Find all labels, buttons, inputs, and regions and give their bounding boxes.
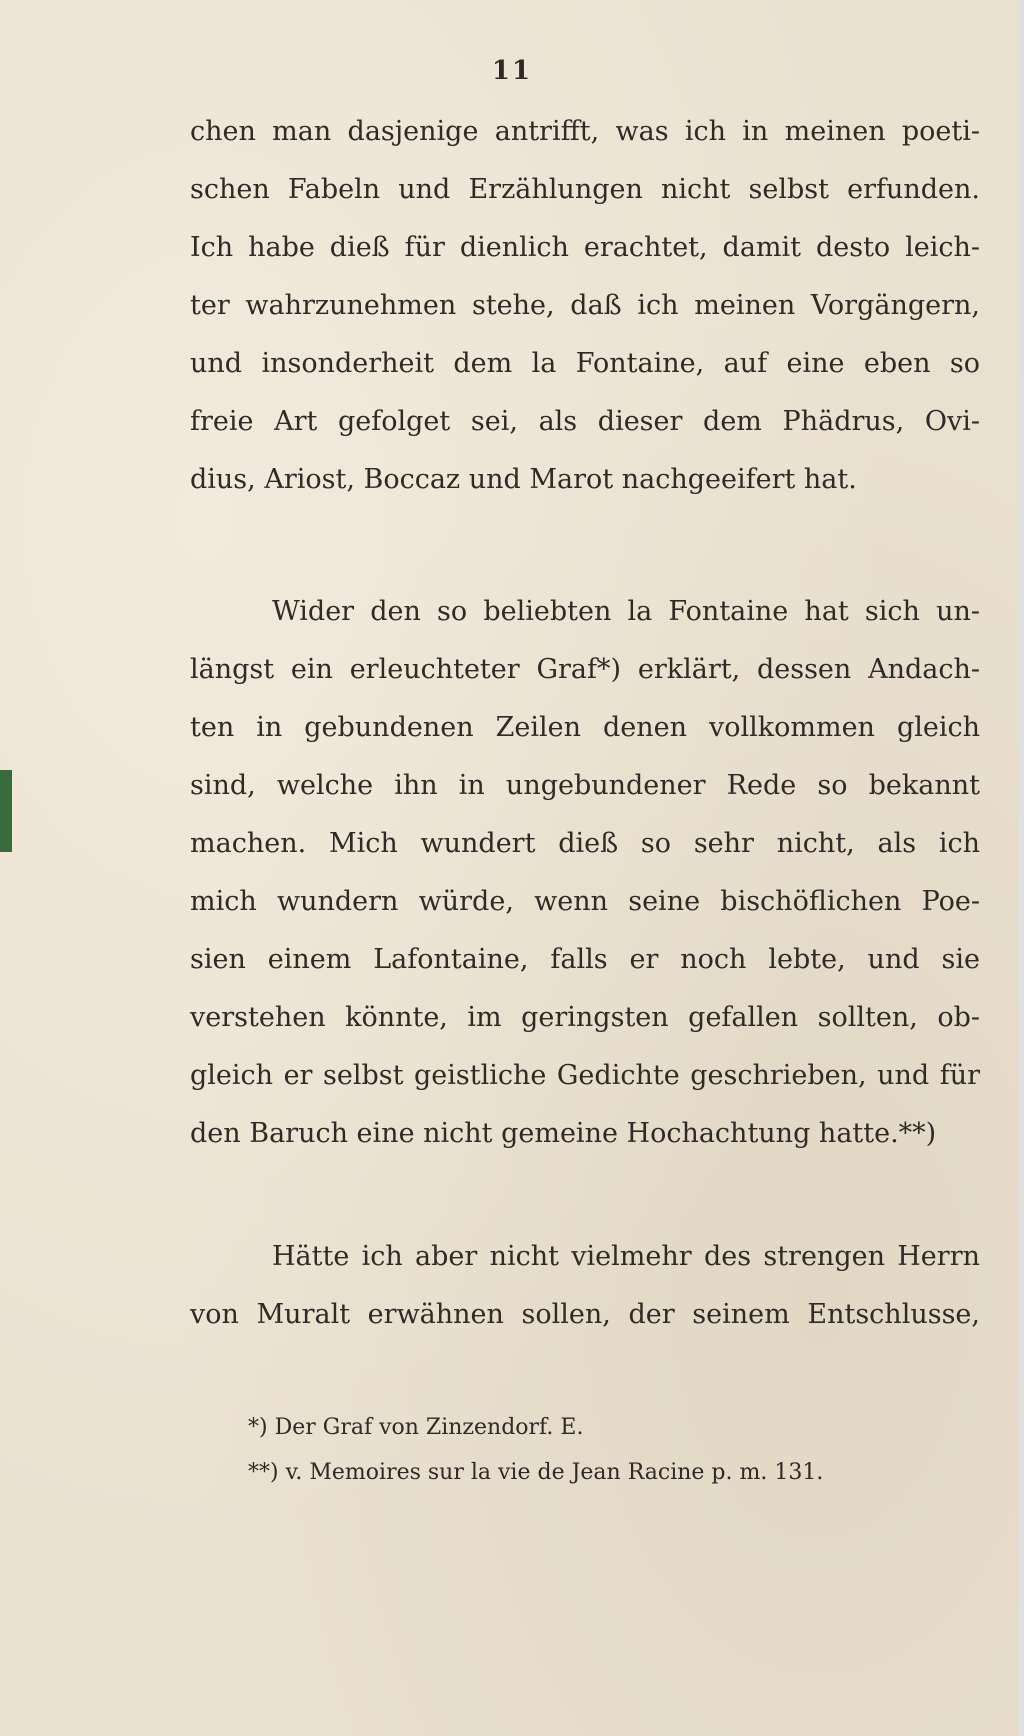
text-line: chen man dasjenige antrifft, was ich in meinen poeti- <box>190 116 980 147</box>
text-line: ter wahrzunehmen stehe, daß ich meinen Vorgängern, <box>190 290 980 321</box>
text-line: Wider den so beliebten la Fontaine hat sich un- <box>272 596 980 627</box>
text-line: freie Art gefolget sei, als dieser dem Phädrus, Ovi- <box>190 406 980 437</box>
text-line: von Muralt erwähnen sollen, der seinem Entschlusse, <box>190 1299 980 1330</box>
footnote-2 <box>248 1450 948 1496</box>
paragraph-1 <box>190 103 980 509</box>
text-line: längst ein erleuchteter Graf*) erklärt, dessen Andach- <box>190 654 980 685</box>
page-edge <box>1018 0 1024 1736</box>
text-line: Hätte ich aber nicht vielmehr des strengen Herrn <box>272 1241 980 1272</box>
text-line: gleich er selbst geistliche Gedichte geschrieben, und für <box>190 1060 980 1091</box>
text-line: Ich habe dieß für dienlich erachtet, damit desto leich- <box>190 232 980 263</box>
text-line: schen Fabeln und Erzählungen nicht selbst erfunden. <box>190 174 980 205</box>
paragraph-3 <box>190 1228 980 1344</box>
text-line: und insonderheit dem la Fontaine, auf eine eben so <box>190 348 980 379</box>
footnote-text: **) v. Memoires sur la vie de Jean Racine p. m. 131. <box>248 1460 824 1485</box>
footnote-text: *) Der Graf von Zinzendorf. E. <box>248 1415 584 1440</box>
footnote-1 <box>248 1405 948 1451</box>
text-line: sien einem Lafontaine, falls er noch lebte, und sie <box>190 944 980 975</box>
text-line: verstehen könnte, im geringsten gefallen sollten, ob- <box>190 1002 980 1033</box>
binding-mark <box>0 770 12 852</box>
text-line: mich wundern würde, wenn seine bischöflichen Poe- <box>190 886 980 917</box>
text-line: sind, welche ihn in ungebundener Rede so bekannt <box>190 770 980 801</box>
text-line: ten in gebundenen Zeilen denen vollkommen gleich <box>190 712 980 743</box>
paragraph-2 <box>190 583 980 1163</box>
page-number: 11 <box>491 56 533 86</box>
text-line: machen. Mich wundert dieß so sehr nicht, als ich <box>190 828 980 859</box>
text-line: dius, Ariost, Boccaz und Marot nachgeeifert hat. <box>190 464 857 495</box>
text-line: den Baruch eine nicht gemeine Hochachtung hatte.**) <box>190 1118 937 1149</box>
